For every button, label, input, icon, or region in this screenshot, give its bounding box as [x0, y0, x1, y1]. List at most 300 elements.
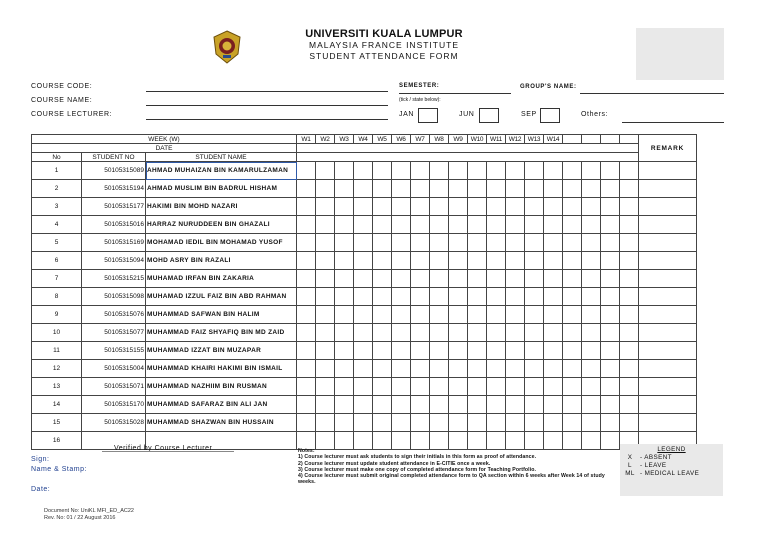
attendance-cell[interactable]: [411, 378, 430, 396]
attendance-cell[interactable]: [297, 198, 316, 216]
attendance-cell[interactable]: [620, 414, 639, 432]
attendance-cell[interactable]: [544, 396, 563, 414]
remark-cell[interactable]: [639, 234, 697, 252]
attendance-cell[interactable]: [335, 288, 354, 306]
attendance-cell[interactable]: [373, 198, 392, 216]
attendance-cell[interactable]: [373, 162, 392, 180]
attendance-cell[interactable]: [430, 216, 449, 234]
attendance-cell[interactable]: [563, 342, 582, 360]
attendance-cell[interactable]: [525, 306, 544, 324]
attendance-cell[interactable]: [563, 360, 582, 378]
attendance-cell[interactable]: [544, 378, 563, 396]
attendance-cell[interactable]: [430, 288, 449, 306]
attendance-cell[interactable]: [430, 324, 449, 342]
attendance-cell[interactable]: [620, 198, 639, 216]
attendance-cell[interactable]: [487, 234, 506, 252]
attendance-cell[interactable]: [354, 198, 373, 216]
attendance-cell[interactable]: [297, 216, 316, 234]
attendance-cell[interactable]: [316, 252, 335, 270]
attendance-cell[interactable]: [316, 324, 335, 342]
attendance-cell[interactable]: [411, 324, 430, 342]
attendance-cell[interactable]: [392, 414, 411, 432]
attendance-cell[interactable]: [335, 270, 354, 288]
attendance-cell[interactable]: [430, 360, 449, 378]
attendance-cell[interactable]: [487, 216, 506, 234]
attendance-cell[interactable]: [544, 270, 563, 288]
attendance-cell[interactable]: [620, 180, 639, 198]
attendance-cell[interactable]: [620, 162, 639, 180]
attendance-cell[interactable]: [487, 360, 506, 378]
attendance-cell[interactable]: [373, 324, 392, 342]
attendance-cell[interactable]: [411, 216, 430, 234]
attendance-cell[interactable]: [297, 396, 316, 414]
attendance-cell[interactable]: [354, 378, 373, 396]
attendance-cell[interactable]: [563, 414, 582, 432]
attendance-cell[interactable]: [582, 414, 601, 432]
attendance-cell[interactable]: [601, 378, 620, 396]
attendance-cell[interactable]: [601, 432, 620, 450]
attendance-cell[interactable]: [563, 270, 582, 288]
attendance-cell[interactable]: [506, 252, 525, 270]
attendance-cell[interactable]: [373, 396, 392, 414]
attendance-cell[interactable]: [544, 198, 563, 216]
attendance-cell[interactable]: [582, 306, 601, 324]
attendance-cell[interactable]: [449, 234, 468, 252]
remark-cell[interactable]: [639, 162, 697, 180]
attendance-cell[interactable]: [430, 234, 449, 252]
attendance-cell[interactable]: [373, 360, 392, 378]
attendance-cell[interactable]: [449, 360, 468, 378]
attendance-cell[interactable]: [544, 162, 563, 180]
attendance-cell[interactable]: [297, 306, 316, 324]
attendance-cell[interactable]: [411, 270, 430, 288]
attendance-cell[interactable]: [411, 288, 430, 306]
attendance-cell[interactable]: [468, 162, 487, 180]
attendance-cell[interactable]: [601, 252, 620, 270]
attendance-cell[interactable]: [468, 360, 487, 378]
attendance-cell[interactable]: [620, 396, 639, 414]
jan-checkbox[interactable]: [418, 108, 438, 123]
attendance-cell[interactable]: [563, 378, 582, 396]
attendance-cell[interactable]: [316, 180, 335, 198]
attendance-cell[interactable]: [335, 234, 354, 252]
attendance-cell[interactable]: [373, 216, 392, 234]
attendance-cell[interactable]: [525, 288, 544, 306]
attendance-cell[interactable]: [297, 414, 316, 432]
attendance-cell[interactable]: [544, 216, 563, 234]
attendance-cell[interactable]: [335, 396, 354, 414]
attendance-cell[interactable]: [544, 414, 563, 432]
course-name-field[interactable]: [146, 105, 388, 106]
attendance-cell[interactable]: [316, 360, 335, 378]
attendance-cell[interactable]: [563, 216, 582, 234]
attendance-cell[interactable]: [563, 198, 582, 216]
attendance-cell[interactable]: [506, 288, 525, 306]
attendance-cell[interactable]: [297, 360, 316, 378]
attendance-cell[interactable]: [620, 234, 639, 252]
attendance-cell[interactable]: [582, 162, 601, 180]
attendance-cell[interactable]: [563, 324, 582, 342]
attendance-cell[interactable]: [582, 378, 601, 396]
attendance-cell[interactable]: [544, 180, 563, 198]
attendance-cell[interactable]: [297, 234, 316, 252]
remark-cell[interactable]: [639, 414, 697, 432]
attendance-cell[interactable]: [392, 234, 411, 252]
attendance-cell[interactable]: [392, 270, 411, 288]
attendance-cell[interactable]: [354, 252, 373, 270]
attendance-cell[interactable]: [544, 342, 563, 360]
attendance-cell[interactable]: [449, 288, 468, 306]
attendance-cell[interactable]: [430, 432, 449, 450]
attendance-cell[interactable]: [430, 306, 449, 324]
attendance-cell[interactable]: [297, 342, 316, 360]
attendance-cell[interactable]: [316, 432, 335, 450]
attendance-cell[interactable]: [468, 414, 487, 432]
attendance-cell[interactable]: [449, 396, 468, 414]
others-field[interactable]: [622, 122, 724, 123]
attendance-cell[interactable]: [430, 396, 449, 414]
attendance-cell[interactable]: [335, 180, 354, 198]
attendance-cell[interactable]: [487, 306, 506, 324]
attendance-cell[interactable]: [525, 198, 544, 216]
attendance-cell[interactable]: [316, 288, 335, 306]
attendance-cell[interactable]: [392, 324, 411, 342]
attendance-cell[interactable]: [601, 414, 620, 432]
attendance-cell[interactable]: [563, 396, 582, 414]
attendance-cell[interactable]: [335, 216, 354, 234]
attendance-cell[interactable]: [544, 306, 563, 324]
jun-checkbox[interactable]: [479, 108, 499, 123]
attendance-cell[interactable]: [373, 270, 392, 288]
attendance-cell[interactable]: [449, 180, 468, 198]
attendance-cell[interactable]: [411, 342, 430, 360]
attendance-cell[interactable]: [468, 306, 487, 324]
attendance-cell[interactable]: [525, 162, 544, 180]
attendance-cell[interactable]: [335, 378, 354, 396]
remark-cell[interactable]: [639, 396, 697, 414]
remark-cell[interactable]: [639, 216, 697, 234]
attendance-cell[interactable]: [354, 306, 373, 324]
attendance-cell[interactable]: [601, 180, 620, 198]
attendance-cell[interactable]: [487, 432, 506, 450]
attendance-cell[interactable]: [411, 234, 430, 252]
attendance-cell[interactable]: [430, 414, 449, 432]
attendance-cell[interactable]: [392, 180, 411, 198]
attendance-cell[interactable]: [354, 180, 373, 198]
attendance-cell[interactable]: [297, 270, 316, 288]
attendance-cell[interactable]: [430, 198, 449, 216]
attendance-cell[interactable]: [335, 198, 354, 216]
attendance-cell[interactable]: [316, 414, 335, 432]
attendance-cell[interactable]: [601, 198, 620, 216]
attendance-cell[interactable]: [525, 432, 544, 450]
attendance-cell[interactable]: [335, 360, 354, 378]
attendance-cell[interactable]: [449, 306, 468, 324]
attendance-cell[interactable]: [563, 252, 582, 270]
attendance-cell[interactable]: [354, 288, 373, 306]
attendance-cell[interactable]: [563, 234, 582, 252]
attendance-cell[interactable]: [506, 270, 525, 288]
attendance-cell[interactable]: [335, 342, 354, 360]
attendance-cell[interactable]: [620, 270, 639, 288]
attendance-cell[interactable]: [620, 306, 639, 324]
attendance-cell[interactable]: [506, 180, 525, 198]
remark-cell[interactable]: [639, 270, 697, 288]
attendance-cell[interactable]: [544, 432, 563, 450]
attendance-cell[interactable]: [525, 252, 544, 270]
group-name-field[interactable]: [580, 93, 724, 94]
attendance-cell[interactable]: [525, 414, 544, 432]
attendance-cell[interactable]: [506, 342, 525, 360]
attendance-cell[interactable]: [468, 396, 487, 414]
attendance-cell[interactable]: [354, 162, 373, 180]
attendance-cell[interactable]: [506, 234, 525, 252]
attendance-cell[interactable]: [392, 198, 411, 216]
attendance-cell[interactable]: [335, 324, 354, 342]
attendance-cell[interactable]: [430, 162, 449, 180]
attendance-cell[interactable]: [449, 252, 468, 270]
attendance-cell[interactable]: [620, 378, 639, 396]
attendance-cell[interactable]: [582, 288, 601, 306]
attendance-cell[interactable]: [411, 432, 430, 450]
attendance-cell[interactable]: [449, 432, 468, 450]
attendance-cell[interactable]: [468, 234, 487, 252]
attendance-cell[interactable]: [316, 270, 335, 288]
attendance-cell[interactable]: [468, 270, 487, 288]
attendance-cell[interactable]: [468, 342, 487, 360]
attendance-cell[interactable]: [544, 252, 563, 270]
attendance-cell[interactable]: [392, 162, 411, 180]
attendance-cell[interactable]: [392, 216, 411, 234]
attendance-cell[interactable]: [430, 180, 449, 198]
attendance-cell[interactable]: [563, 180, 582, 198]
attendance-cell[interactable]: [316, 216, 335, 234]
remark-cell[interactable]: [639, 252, 697, 270]
attendance-cell[interactable]: [392, 396, 411, 414]
attendance-cell[interactable]: [335, 306, 354, 324]
attendance-cell[interactable]: [563, 288, 582, 306]
attendance-cell[interactable]: [335, 432, 354, 450]
attendance-cell[interactable]: [487, 396, 506, 414]
attendance-cell[interactable]: [506, 378, 525, 396]
remark-cell[interactable]: [639, 360, 697, 378]
attendance-cell[interactable]: [487, 252, 506, 270]
remark-cell[interactable]: [639, 342, 697, 360]
attendance-cell[interactable]: [354, 324, 373, 342]
attendance-cell[interactable]: [449, 270, 468, 288]
attendance-cell[interactable]: [468, 198, 487, 216]
attendance-cell[interactable]: [544, 234, 563, 252]
attendance-cell[interactable]: [582, 360, 601, 378]
attendance-cell[interactable]: [506, 324, 525, 342]
semester-field[interactable]: [399, 93, 511, 94]
attendance-cell[interactable]: [430, 252, 449, 270]
attendance-cell[interactable]: [468, 288, 487, 306]
remark-cell[interactable]: [639, 288, 697, 306]
attendance-cell[interactable]: [487, 288, 506, 306]
attendance-cell[interactable]: [544, 288, 563, 306]
attendance-cell[interactable]: [316, 342, 335, 360]
attendance-cell[interactable]: [487, 324, 506, 342]
attendance-cell[interactable]: [601, 234, 620, 252]
remark-cell[interactable]: [639, 378, 697, 396]
attendance-cell[interactable]: [487, 414, 506, 432]
attendance-cell[interactable]: [620, 360, 639, 378]
attendance-cell[interactable]: [354, 216, 373, 234]
attendance-cell[interactable]: [373, 234, 392, 252]
attendance-cell[interactable]: [468, 180, 487, 198]
attendance-cell[interactable]: [525, 360, 544, 378]
attendance-cell[interactable]: [354, 360, 373, 378]
attendance-cell[interactable]: [392, 288, 411, 306]
attendance-cell[interactable]: [392, 432, 411, 450]
attendance-cell[interactable]: [392, 360, 411, 378]
attendance-cell[interactable]: [582, 180, 601, 198]
attendance-cell[interactable]: [563, 162, 582, 180]
attendance-cell[interactable]: [506, 432, 525, 450]
remark-cell[interactable]: [639, 324, 697, 342]
attendance-cell[interactable]: [525, 396, 544, 414]
attendance-cell[interactable]: [354, 234, 373, 252]
attendance-cell[interactable]: [449, 162, 468, 180]
attendance-cell[interactable]: [449, 216, 468, 234]
course-lecturer-field[interactable]: [146, 119, 388, 120]
attendance-cell[interactable]: [411, 252, 430, 270]
remark-cell[interactable]: [639, 198, 697, 216]
attendance-cell[interactable]: [601, 306, 620, 324]
attendance-cell[interactable]: [373, 306, 392, 324]
attendance-cell[interactable]: [582, 324, 601, 342]
attendance-cell[interactable]: [487, 270, 506, 288]
attendance-cell[interactable]: [411, 414, 430, 432]
attendance-cell[interactable]: [525, 216, 544, 234]
attendance-cell[interactable]: [354, 414, 373, 432]
remark-cell[interactable]: [639, 180, 697, 198]
attendance-cell[interactable]: [449, 414, 468, 432]
attendance-cell[interactable]: [297, 252, 316, 270]
attendance-cell[interactable]: [601, 216, 620, 234]
sep-checkbox[interactable]: [540, 108, 560, 123]
attendance-cell[interactable]: [411, 396, 430, 414]
attendance-cell[interactable]: [525, 324, 544, 342]
attendance-cell[interactable]: [411, 180, 430, 198]
attendance-cell[interactable]: [487, 378, 506, 396]
attendance-cell[interactable]: [544, 360, 563, 378]
attendance-cell[interactable]: [373, 180, 392, 198]
attendance-cell[interactable]: [373, 288, 392, 306]
attendance-cell[interactable]: [620, 324, 639, 342]
attendance-cell[interactable]: [468, 216, 487, 234]
attendance-cell[interactable]: [297, 324, 316, 342]
attendance-cell[interactable]: [411, 162, 430, 180]
attendance-cell[interactable]: [563, 306, 582, 324]
attendance-cell[interactable]: [582, 270, 601, 288]
attendance-cell[interactable]: [582, 432, 601, 450]
attendance-cell[interactable]: [316, 198, 335, 216]
attendance-cell[interactable]: [582, 342, 601, 360]
attendance-cell[interactable]: [316, 306, 335, 324]
attendance-cell[interactable]: [506, 414, 525, 432]
attendance-cell[interactable]: [582, 252, 601, 270]
attendance-cell[interactable]: [354, 342, 373, 360]
attendance-cell[interactable]: [297, 288, 316, 306]
attendance-cell[interactable]: [563, 432, 582, 450]
attendance-cell[interactable]: [392, 306, 411, 324]
attendance-cell[interactable]: [506, 396, 525, 414]
attendance-cell[interactable]: [506, 306, 525, 324]
attendance-cell[interactable]: [601, 396, 620, 414]
attendance-cell[interactable]: [525, 234, 544, 252]
attendance-cell[interactable]: [335, 414, 354, 432]
attendance-cell[interactable]: [544, 324, 563, 342]
attendance-cell[interactable]: [392, 342, 411, 360]
attendance-cell[interactable]: [468, 324, 487, 342]
attendance-cell[interactable]: [354, 432, 373, 450]
attendance-cell[interactable]: [373, 414, 392, 432]
attendance-cell[interactable]: [392, 378, 411, 396]
attendance-cell[interactable]: [316, 234, 335, 252]
attendance-cell[interactable]: [525, 342, 544, 360]
attendance-cell[interactable]: [582, 396, 601, 414]
attendance-cell[interactable]: [297, 180, 316, 198]
attendance-cell[interactable]: [506, 162, 525, 180]
attendance-cell[interactable]: [487, 162, 506, 180]
attendance-cell[interactable]: [525, 378, 544, 396]
attendance-cell[interactable]: [316, 162, 335, 180]
attendance-cell[interactable]: [601, 324, 620, 342]
course-code-field[interactable]: [146, 91, 388, 92]
attendance-cell[interactable]: [430, 270, 449, 288]
attendance-cell[interactable]: [620, 288, 639, 306]
attendance-cell[interactable]: [582, 216, 601, 234]
attendance-cell[interactable]: [449, 342, 468, 360]
attendance-cell[interactable]: [430, 342, 449, 360]
attendance-cell[interactable]: [316, 396, 335, 414]
attendance-cell[interactable]: [354, 396, 373, 414]
attendance-cell[interactable]: [449, 324, 468, 342]
attendance-cell[interactable]: [487, 180, 506, 198]
attendance-cell[interactable]: [620, 252, 639, 270]
attendance-cell[interactable]: [582, 198, 601, 216]
attendance-cell[interactable]: [601, 342, 620, 360]
attendance-cell[interactable]: [601, 162, 620, 180]
attendance-cell[interactable]: [297, 378, 316, 396]
attendance-cell[interactable]: [430, 378, 449, 396]
attendance-cell[interactable]: [582, 234, 601, 252]
attendance-cell[interactable]: [620, 216, 639, 234]
attendance-cell[interactable]: [506, 360, 525, 378]
attendance-cell[interactable]: [316, 378, 335, 396]
attendance-cell[interactable]: [487, 198, 506, 216]
attendance-cell[interactable]: [392, 252, 411, 270]
attendance-cell[interactable]: [506, 198, 525, 216]
attendance-cell[interactable]: [525, 180, 544, 198]
attendance-cell[interactable]: [601, 270, 620, 288]
attendance-cell[interactable]: [297, 162, 316, 180]
attendance-cell[interactable]: [468, 432, 487, 450]
attendance-cell[interactable]: [620, 342, 639, 360]
attendance-cell[interactable]: [411, 306, 430, 324]
attendance-cell[interactable]: [468, 378, 487, 396]
attendance-cell[interactable]: [335, 162, 354, 180]
remark-cell[interactable]: [639, 306, 697, 324]
attendance-cell[interactable]: [297, 432, 316, 450]
attendance-cell[interactable]: [487, 342, 506, 360]
attendance-cell[interactable]: [411, 360, 430, 378]
attendance-cell[interactable]: [354, 270, 373, 288]
attendance-cell[interactable]: [601, 360, 620, 378]
attendance-cell[interactable]: [373, 252, 392, 270]
